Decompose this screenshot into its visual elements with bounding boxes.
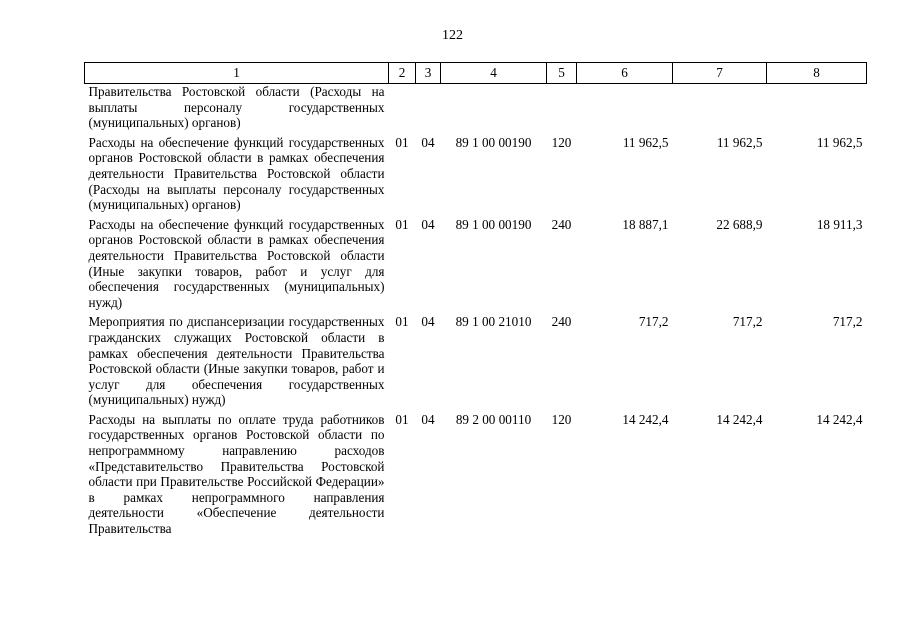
row-description: Расходы на обеспечение функций государственных органов Ростовской области в рамках обеспечения деятельности Правительства Ростовской области (Иные закупки товаров, работ и услуг для обеспечения государственных (муниципальных) нужд) xyxy=(88,216,385,310)
row-expense-type: 120 xyxy=(551,134,572,150)
row-description: Правительства Ростовской области (Расходы на выплаты персоналу государственных (муниципальных) органов) xyxy=(88,84,385,131)
row-sum-year3: 717,2 xyxy=(832,314,863,330)
page-number: 122 xyxy=(442,28,463,43)
row-podrazdel xyxy=(416,84,441,135)
row-expense-type: 120 xyxy=(551,411,572,427)
column-header: 2 xyxy=(389,63,416,84)
row-sum-year1: 18 887,1 xyxy=(622,216,669,232)
row-target-code xyxy=(441,84,547,135)
row-sum-year1 xyxy=(577,84,673,135)
column-header: 6 xyxy=(577,63,673,84)
row-razdel: 01 xyxy=(395,411,409,427)
column-header: 5 xyxy=(547,63,577,84)
column-header: 7 xyxy=(673,63,767,84)
row-description: Расходы на выплаты по оплате труда работников государственных органов Ростовской области по непрограммному направлению расходов «Представительство Правительства Ростовской области при Правительстве Российской Федерации» в рамках непрограммного направления деятельности «Обеспечение деятельности Правительства xyxy=(88,411,385,537)
row-podrazdel: 04 xyxy=(421,314,435,330)
row-razdel: 01 xyxy=(395,134,409,150)
column-header: 8 xyxy=(767,63,867,84)
row-description: Мероприятия по диспансеризации государственных гражданских служащих Ростовской области в рамках обеспечения деятельности Правительства Ростовской области (Иные закупки товаров, работ и услуг для обеспечения государственных (муниципальных) нужд) xyxy=(88,314,385,408)
row-podrazdel: 04 xyxy=(421,216,435,232)
row-sum-year2: 11 962,5 xyxy=(716,134,763,150)
row-expense-type: 240 xyxy=(551,216,572,232)
table-row xyxy=(85,84,867,135)
row-sum-year3: 18 911,3 xyxy=(816,216,863,232)
row-target-code: 89 1 00 21010 xyxy=(455,314,532,330)
row-sum-year3: 11 962,5 xyxy=(816,134,863,150)
row-sum-year1: 11 962,5 xyxy=(622,134,669,150)
row-razdel: 01 xyxy=(395,314,409,330)
row-sum-year2: 14 242,4 xyxy=(716,411,763,427)
row-sum-year2: 22 688,9 xyxy=(716,216,763,232)
table-row xyxy=(85,412,867,541)
row-sum-year1: 717,2 xyxy=(638,314,669,330)
table-row xyxy=(85,314,867,412)
row-podrazdel: 04 xyxy=(421,134,435,150)
row-razdel: 01 xyxy=(395,216,409,232)
row-sum-year1: 14 242,4 xyxy=(622,411,669,427)
row-razdel xyxy=(389,84,416,135)
table-row xyxy=(85,135,867,217)
row-description: Расходы на обеспечение функций государственных органов Ростовской области в рамках обеспечения деятельности Правительства Ростовской области (Расходы на выплаты персоналу государственных (муниципальных) органов) xyxy=(88,134,385,213)
row-sum-year3: 14 242,4 xyxy=(816,411,863,427)
row-expense-type xyxy=(547,84,577,135)
column-header: 3 xyxy=(416,63,441,84)
row-target-code: 89 1 00 00190 xyxy=(455,216,532,232)
row-podrazdel: 04 xyxy=(421,411,435,427)
row-target-code: 89 2 00 00110 xyxy=(455,411,532,427)
column-header: 4 xyxy=(441,63,547,84)
row-target-code: 89 1 00 00190 xyxy=(455,134,532,150)
row-sum-year2 xyxy=(673,84,767,135)
column-header: 1 xyxy=(85,63,389,84)
table-header-row xyxy=(85,63,867,84)
row-sum-year2: 717,2 xyxy=(732,314,763,330)
table-row xyxy=(85,217,867,315)
budget-table xyxy=(84,62,867,541)
row-sum-year3 xyxy=(767,84,867,135)
row-expense-type: 240 xyxy=(551,314,572,330)
